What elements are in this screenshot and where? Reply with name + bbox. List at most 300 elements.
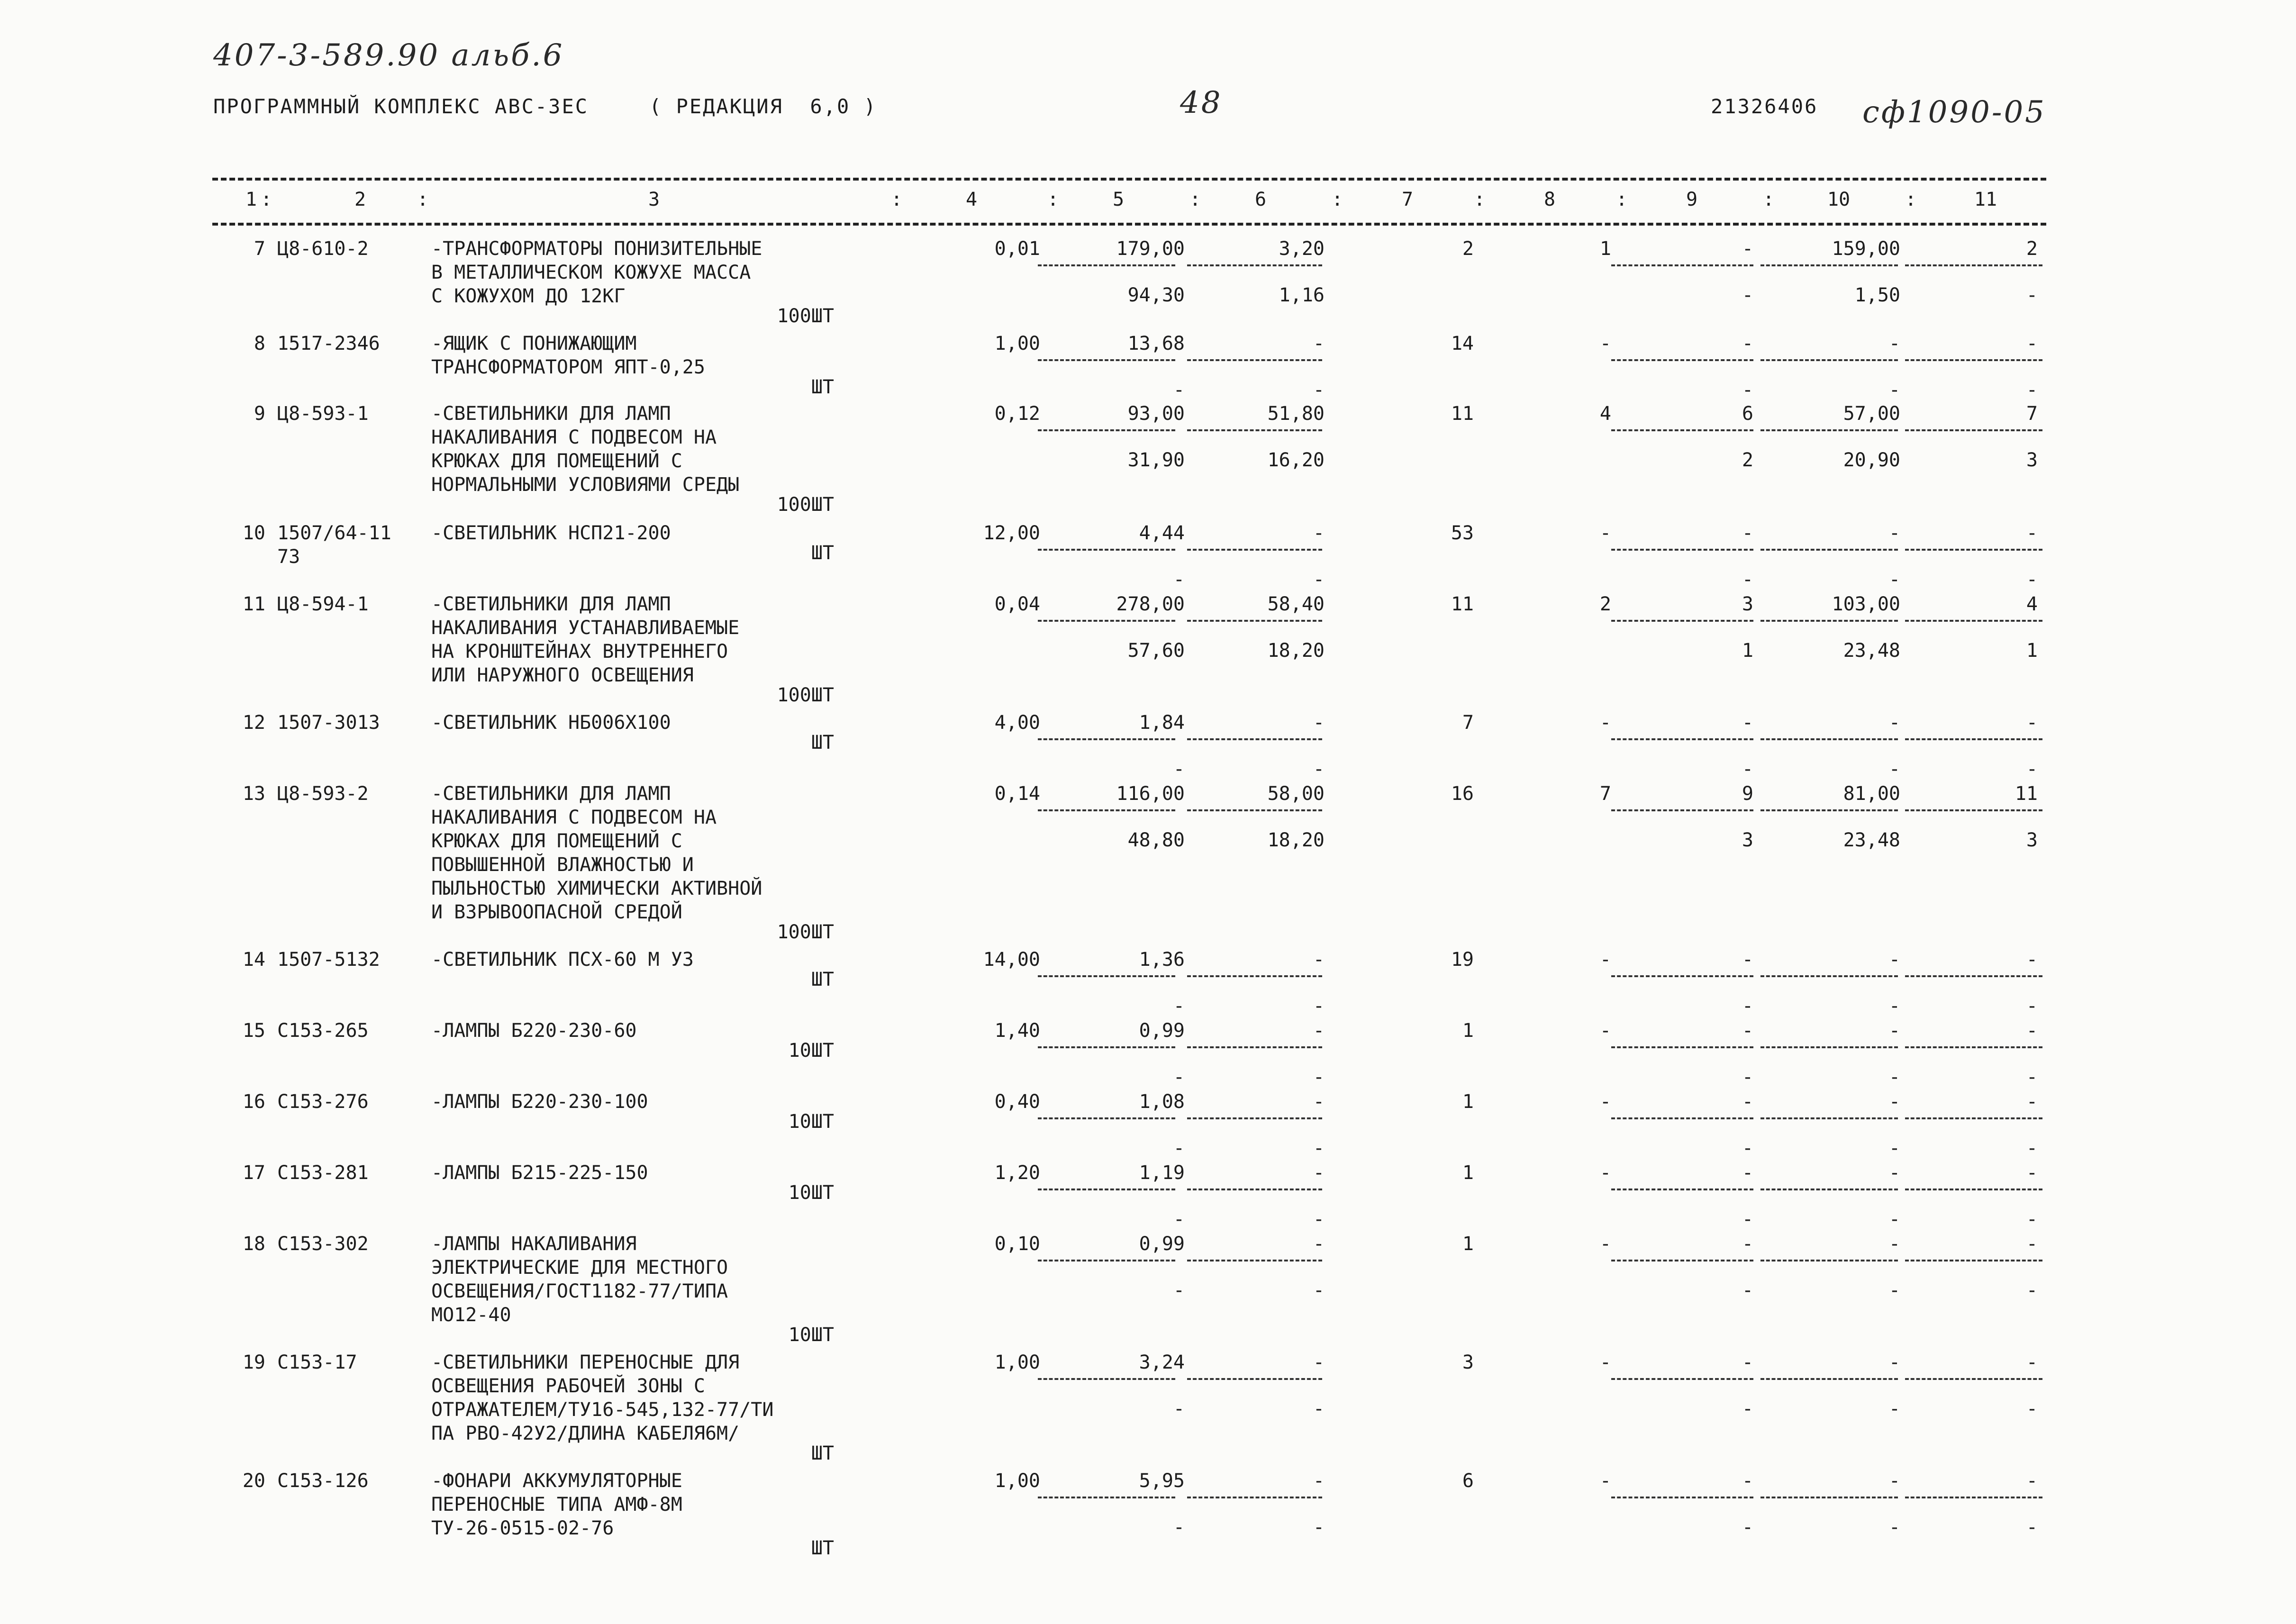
row-col5: 0,99 (1139, 1233, 1185, 1255)
dashed-underline (1905, 1260, 2042, 1261)
dashed-underline (1761, 1189, 1898, 1190)
row-col10: - (1888, 333, 1900, 354)
dashed-underline (1611, 1378, 1753, 1380)
row-col8: - (1599, 522, 1611, 544)
row-col11-second: - (2026, 1208, 2038, 1230)
row-col10-second: 23,48 (1843, 640, 1900, 662)
row-number: 8 (254, 333, 265, 354)
row-unit: 100ШТ (777, 921, 834, 943)
column-number-6: 6 (1254, 189, 1267, 210)
dashed-underline (1187, 1378, 1322, 1380)
row-col5: 3,24 (1139, 1352, 1185, 1373)
row-quantity: 0,01 (994, 238, 1040, 260)
row-col8: - (1599, 1162, 1611, 1184)
dashed-underline (1761, 975, 1898, 977)
row-col5: 4,44 (1139, 522, 1185, 544)
row-col5-second: - (1173, 1137, 1185, 1159)
dashed-underline (1761, 359, 1898, 361)
row-description-line: И ВЗРЫВООПАСНОЙ СРЕДОЙ (431, 901, 682, 923)
row-col6: - (1313, 333, 1325, 354)
row-col9-second: 2 (1742, 449, 1753, 471)
column-number-8: 8 (1543, 189, 1556, 210)
dashed-underline (1905, 429, 2042, 431)
row-description-line: -ЯЩИК С ПОНИЖАЮЩИМ (431, 333, 637, 354)
row-col10: - (1888, 712, 1900, 734)
table-header-rule (212, 223, 2046, 226)
row-unit: 10ШТ (788, 1324, 834, 1346)
row-col5: 13,68 (1127, 333, 1185, 354)
row-number: 20 (242, 1470, 265, 1492)
row-col7: 2 (1462, 238, 1474, 260)
row-description-line: -ЛАМПЫ НАКАЛИВАНИЯ (431, 1233, 637, 1255)
row-number: 13 (242, 783, 265, 805)
row-col7: 3 (1462, 1352, 1474, 1373)
row-col11-second: 3 (2026, 449, 2038, 471)
row-number: 16 (242, 1091, 265, 1113)
row-col5: 1,08 (1139, 1091, 1185, 1113)
dashed-underline (1611, 359, 1753, 361)
row-col9-second: - (1742, 1516, 1753, 1538)
row-col11-second: - (2026, 1398, 2038, 1420)
row-number: 7 (254, 238, 265, 260)
row-code: 1507-5132 (277, 949, 380, 971)
dashed-underline (1187, 1046, 1322, 1048)
row-code: 1507/64-11 (277, 522, 391, 544)
dashed-underline (1761, 1497, 1898, 1498)
row-col9-second: 1 (1742, 640, 1753, 662)
row-col6-second: - (1313, 758, 1325, 780)
row-col6: 58,40 (1267, 593, 1325, 615)
row-quantity: 1,20 (994, 1162, 1040, 1184)
row-col9-second: - (1742, 1137, 1753, 1159)
row-col7: 1 (1462, 1233, 1474, 1255)
row-unit: 10ШТ (788, 1040, 834, 1061)
row-col7: 53 (1451, 522, 1474, 544)
dashed-underline (1761, 1378, 1898, 1380)
row-description-line: ИЛИ НАРУЖНОГО ОСВЕЩЕНИЯ (431, 664, 694, 686)
dashed-underline (1905, 738, 2042, 740)
dashed-underline (1611, 1260, 1753, 1261)
row-col8: 7 (1599, 783, 1611, 805)
row-col11: 7 (2026, 403, 2038, 425)
row-col7: 16 (1451, 783, 1474, 805)
row-col6-second: - (1313, 569, 1325, 590)
row-description-line: ПЕРЕНОСНЫЕ ТИПА АМФ-8М (431, 1494, 682, 1515)
row-description-line: -ЛАМПЫ Б220-230-60 (431, 1020, 637, 1042)
row-col8: - (1599, 1091, 1611, 1113)
row-col11: - (2026, 522, 2038, 544)
row-col8: - (1599, 1233, 1611, 1255)
row-code: С153-17 (277, 1352, 357, 1373)
row-number: 10 (242, 522, 265, 544)
row-description-line: -ТРАНСФОРМАТОРЫ ПОНИЗИТЕЛЬНЫЕ (431, 238, 762, 260)
row-code: 1507-3013 (277, 712, 380, 734)
row-col5: 0,99 (1139, 1020, 1185, 1042)
row-col10-second: 1,50 (1854, 284, 1900, 306)
column-number-11: 11 (1974, 189, 1997, 210)
row-col6: - (1313, 1470, 1325, 1492)
row-code: С153-265 (277, 1020, 369, 1042)
row-col6: - (1313, 1091, 1325, 1113)
row-col5-second: 94,30 (1127, 284, 1185, 306)
dashed-underline (1761, 738, 1898, 740)
row-code: С153-126 (277, 1470, 369, 1492)
row-col10: 159,00 (1832, 238, 1900, 260)
column-separator: : (1905, 189, 1917, 210)
row-description-line: ЭЛЕКТРИЧЕСКИЕ ДЛЯ МЕСТНОГО (431, 1257, 728, 1279)
column-separator: : (261, 189, 272, 210)
row-col11-second: - (2026, 1066, 2038, 1088)
row-quantity: 0,12 (994, 403, 1040, 425)
row-col10-second: - (1888, 1137, 1900, 1159)
row-col9-second: - (1742, 758, 1753, 780)
row-col8: - (1599, 949, 1611, 971)
row-col6-second: - (1313, 995, 1325, 1017)
dashed-underline (1905, 975, 2042, 977)
dashed-underline (1611, 1117, 1753, 1119)
dashed-underline (1187, 264, 1322, 266)
row-col6-second: - (1313, 1066, 1325, 1088)
row-col5-second: - (1173, 1279, 1185, 1301)
row-col11-second: 3 (2026, 829, 2038, 851)
row-description-line: ПА РВО-42У2/ДЛИНА КАБЕЛЯ6М/ (431, 1423, 740, 1444)
row-description-line: НОРМАЛЬНЫМИ УСЛОВИЯМИ СРЕДЫ (431, 474, 740, 496)
dashed-underline (1761, 264, 1898, 266)
row-description-line: -СВЕТИЛЬНИК НБ006Х100 (431, 712, 671, 734)
row-description-line: НАКАЛИВАНИЯ УСТАНАВЛИВАЕМЫЕ (431, 617, 740, 639)
row-col10: - (1888, 1162, 1900, 1184)
row-col5-second: - (1173, 1066, 1185, 1088)
row-col7: 14 (1451, 333, 1474, 354)
row-col9-second: - (1742, 995, 1753, 1017)
column-separator: : (1616, 189, 1628, 210)
dashed-underline (1038, 1260, 1175, 1261)
row-col6-second: - (1313, 1208, 1325, 1230)
row-col6-second: - (1313, 1137, 1325, 1159)
row-col10: - (1888, 1470, 1900, 1492)
row-col8: - (1599, 1352, 1611, 1373)
dashed-underline (1187, 549, 1322, 551)
row-description-line: -СВЕТИЛЬНИКИ ДЛЯ ЛАМП (431, 783, 671, 805)
row-col11-second: - (2026, 995, 2038, 1017)
row-col6: - (1313, 522, 1325, 544)
dashed-underline (1905, 620, 2042, 622)
document-code: 21326406 (1711, 95, 1818, 118)
row-quantity: 0,04 (994, 593, 1040, 615)
column-separator: : (417, 189, 429, 210)
row-description-line: -СВЕТИЛЬНИКИ ПЕРЕНОСНЫЕ ДЛЯ (431, 1352, 740, 1373)
row-number: 19 (242, 1352, 265, 1373)
row-col10: - (1888, 1020, 1900, 1042)
row-col5-second: - (1173, 569, 1185, 590)
row-col10-second: 20,90 (1843, 449, 1900, 471)
row-unit: 100ШТ (777, 494, 834, 516)
row-col11: - (2026, 333, 2038, 354)
row-description-line: -СВЕТИЛЬНИКИ ДЛЯ ЛАМП (431, 403, 671, 425)
row-col5-second: 31,90 (1127, 449, 1185, 471)
row-description-line: -СВЕТИЛЬНИК НСП21-200 (431, 522, 671, 544)
row-col8: 4 (1599, 403, 1611, 425)
column-number-9: 9 (1686, 189, 1698, 210)
row-col11: - (2026, 1470, 2038, 1492)
row-quantity: 1,00 (994, 333, 1040, 354)
dashed-underline (1905, 1046, 2042, 1048)
row-code: 1517-2346 (277, 333, 380, 354)
dashed-underline (1038, 1378, 1175, 1380)
row-col11: 4 (2026, 593, 2038, 615)
row-number: 11 (242, 593, 265, 615)
dashed-underline (1905, 1497, 2042, 1498)
row-col5-second: 57,60 (1127, 640, 1185, 662)
row-description-line: НАКАЛИВАНИЯ С ПОДВЕСОМ НА (431, 426, 717, 448)
dashed-underline (1905, 809, 2042, 811)
dashed-underline (1187, 429, 1322, 431)
row-col9: - (1742, 949, 1753, 971)
dashed-underline (1187, 359, 1322, 361)
row-quantity: 1,00 (994, 1470, 1040, 1492)
row-col10-second: - (1888, 1516, 1900, 1538)
dashed-underline (1905, 1189, 2042, 1190)
row-description-line: КРЮКАХ ДЛЯ ПОМЕЩЕНИЙ С (431, 830, 682, 852)
row-unit: 10ШТ (788, 1182, 834, 1204)
row-col11: - (2026, 1233, 2038, 1255)
row-col6: - (1313, 949, 1325, 971)
column-number-5: 5 (1112, 189, 1125, 210)
dashed-underline (1761, 549, 1898, 551)
row-col9: - (1742, 712, 1753, 734)
row-number: 18 (242, 1233, 265, 1255)
row-quantity: 0,14 (994, 783, 1040, 805)
row-col9-second: - (1742, 284, 1753, 306)
row-col5-second: - (1173, 1516, 1185, 1538)
dashed-underline (1761, 429, 1898, 431)
program-title: ПРОГРАММНЫЙ КОМПЛЕКС АВС-3ЕС (213, 95, 589, 118)
dashed-underline (1761, 1046, 1898, 1048)
row-col7: 6 (1462, 1470, 1474, 1492)
row-quantity: 0,10 (994, 1233, 1040, 1255)
row-col9: 6 (1742, 403, 1753, 425)
row-col6: - (1313, 1233, 1325, 1255)
dashed-underline (1038, 738, 1175, 740)
dashed-underline (1905, 1117, 2042, 1119)
row-col5-second: - (1173, 1398, 1185, 1420)
dashed-underline (1038, 809, 1175, 811)
row-col6-second: 18,20 (1267, 640, 1325, 662)
row-col9-second: 3 (1742, 829, 1753, 851)
row-unit: 100ШТ (777, 684, 834, 706)
row-col10: - (1888, 1091, 1900, 1113)
row-col10-second: - (1888, 379, 1900, 401)
row-col10-second: - (1888, 1208, 1900, 1230)
row-col11: 2 (2026, 238, 2038, 260)
row-code: С153-281 (277, 1162, 369, 1184)
dashed-underline (1611, 1046, 1753, 1048)
row-col9-second: - (1742, 1279, 1753, 1301)
column-separator: : (891, 189, 903, 210)
dashed-underline (1905, 359, 2042, 361)
row-quantity: 4,00 (994, 712, 1040, 734)
row-description-line: В МЕТАЛЛИЧЕСКОМ КОЖУХЕ МАССА (431, 262, 751, 283)
program-edition: ( РЕДАКЦИЯ 6,0 ) (649, 95, 877, 118)
dashed-underline (1905, 1378, 2042, 1380)
dashed-underline (1905, 549, 2042, 551)
column-separator: : (1047, 189, 1059, 210)
row-col7: 19 (1451, 949, 1474, 971)
dashed-underline (1038, 1497, 1175, 1498)
dashed-underline (1761, 809, 1898, 811)
dashed-underline (1187, 738, 1322, 740)
row-col9: - (1742, 522, 1753, 544)
row-description-line: ПОВЫШЕННОЙ ВЛАЖНОСТЬЮ И (431, 854, 694, 876)
row-code-continuation: 73 (277, 546, 300, 568)
row-quantity: 12,00 (983, 522, 1040, 544)
dashed-underline (1761, 1117, 1898, 1119)
row-description-line: ТРАНСФОРМАТОРОМ ЯПТ-0,25 (431, 356, 705, 378)
row-col10: - (1888, 949, 1900, 971)
row-col5-second: 48,80 (1127, 829, 1185, 851)
handwritten-page-number: 48 (1180, 85, 1223, 120)
row-col11-second: - (2026, 1279, 2038, 1301)
row-col9-second: - (1742, 569, 1753, 590)
row-code: Ц8-594-1 (277, 593, 369, 615)
row-col10: 81,00 (1843, 783, 1900, 805)
row-col5: 278,00 (1116, 593, 1185, 615)
dashed-underline (1038, 549, 1175, 551)
row-description-line: -ЛАМПЫ Б220-230-100 (431, 1091, 648, 1113)
row-col5-second: - (1173, 379, 1185, 401)
dashed-underline (1611, 809, 1753, 811)
row-col10-second: - (1888, 569, 1900, 590)
row-col7: 1 (1462, 1020, 1474, 1042)
row-description-line: НА КРОНШТЕЙНАХ ВНУТРЕННЕГО (431, 641, 728, 662)
dashed-underline (1611, 1189, 1753, 1190)
row-description-line: ПЫЛЬНОСТЬЮ ХИМИЧЕСКИ АКТИВНОЙ (431, 878, 762, 899)
dashed-underline (1187, 1497, 1322, 1498)
row-col5-second: - (1173, 1208, 1185, 1230)
row-description-line: ОСВЕЩЕНИЯ/ГОСТ1182-77/ТИПА (431, 1280, 728, 1302)
dashed-underline (1038, 1046, 1175, 1048)
column-number-3: 3 (648, 189, 660, 210)
row-col9: - (1742, 1352, 1753, 1373)
row-col7: 1 (1462, 1162, 1474, 1184)
dashed-underline (1038, 975, 1175, 977)
dashed-underline (1038, 429, 1175, 431)
dashed-underline (1611, 264, 1753, 266)
row-col7: 11 (1451, 593, 1474, 615)
row-unit: ШТ (811, 969, 834, 990)
handwritten-right-ref: сф1090-05 (1862, 95, 2046, 130)
row-col10-second: - (1888, 995, 1900, 1017)
row-unit: 100ШТ (777, 305, 834, 327)
row-number: 14 (242, 949, 265, 971)
dashed-underline (1187, 1260, 1322, 1261)
row-col6-second: - (1313, 1516, 1325, 1538)
row-col8: 2 (1599, 593, 1611, 615)
dashed-underline (1611, 429, 1753, 431)
dashed-underline (1905, 264, 2042, 266)
row-unit: ШТ (811, 1443, 834, 1464)
column-number-1: 1 (245, 189, 257, 210)
row-col11-second: - (2026, 379, 2038, 401)
dashed-underline (1611, 975, 1753, 977)
row-number: 15 (242, 1020, 265, 1042)
dashed-underline (1038, 359, 1175, 361)
row-unit: ШТ (811, 732, 834, 753)
row-col7: 7 (1462, 712, 1474, 734)
row-unit: ШТ (811, 542, 834, 564)
dashed-underline (1611, 549, 1753, 551)
row-col5-second: - (1173, 758, 1185, 780)
row-code: Ц8-593-1 (277, 403, 369, 425)
row-description-line: МО12-40 (431, 1304, 511, 1326)
row-col11: - (2026, 949, 2038, 971)
dashed-underline (1038, 620, 1175, 622)
row-col11-second: - (2026, 758, 2038, 780)
row-description-line: НАКАЛИВАНИЯ С ПОДВЕСОМ НА (431, 807, 717, 828)
row-col8: - (1599, 712, 1611, 734)
row-description-line: -ФОНАРИ АККУМУЛЯТОРНЫЕ (431, 1470, 682, 1492)
row-unit: ШТ (811, 376, 834, 398)
row-description-line: -СВЕТИЛЬНИКИ ДЛЯ ЛАМП (431, 593, 671, 615)
column-number-10: 10 (1827, 189, 1851, 210)
row-description-line: С КОЖУХОМ ДО 12КГ (431, 285, 626, 307)
row-col6: - (1313, 1352, 1325, 1373)
row-unit: ШТ (811, 1537, 834, 1559)
row-description-line: ОТРАЖАТЕЛЕМ/ТУ16-545,132-77/ТИ (431, 1399, 774, 1421)
row-col9-second: - (1742, 1066, 1753, 1088)
dashed-underline (1038, 264, 1175, 266)
row-col9: - (1742, 238, 1753, 260)
row-col7: 11 (1451, 403, 1474, 425)
row-col6: - (1313, 1162, 1325, 1184)
row-number: 12 (242, 712, 265, 734)
row-col10: - (1888, 1352, 1900, 1373)
row-col5: 179,00 (1116, 238, 1185, 260)
dashed-underline (1187, 620, 1322, 622)
row-col11: - (2026, 1352, 2038, 1373)
row-col5: 1,19 (1139, 1162, 1185, 1184)
row-col10-second: - (1888, 1066, 1900, 1088)
row-code: С153-302 (277, 1233, 369, 1255)
column-separator: : (1763, 189, 1775, 210)
dashed-underline (1611, 620, 1753, 622)
row-col11-second: - (2026, 1137, 2038, 1159)
row-col9: - (1742, 1233, 1753, 1255)
column-separator: : (1474, 189, 1486, 210)
row-col8: 1 (1599, 238, 1611, 260)
row-col6-second: 16,20 (1267, 449, 1325, 471)
row-col10-second: - (1888, 758, 1900, 780)
row-number: 17 (242, 1162, 265, 1184)
row-unit: 10ШТ (788, 1111, 834, 1133)
row-col5: 5,95 (1139, 1470, 1185, 1492)
dashed-underline (1187, 975, 1322, 977)
row-col6: - (1313, 712, 1325, 734)
row-quantity: 1,00 (994, 1352, 1040, 1373)
row-col6-second: 1,16 (1279, 284, 1325, 306)
row-col8: - (1599, 1020, 1611, 1042)
row-col9: 3 (1742, 593, 1753, 615)
row-col11: - (2026, 712, 2038, 734)
row-description-line: ОСВЕЩЕНИЯ РАБОЧЕЙ ЗОНЫ С (431, 1375, 705, 1397)
dashed-underline (1187, 1189, 1322, 1190)
dashed-underline (1761, 1260, 1898, 1261)
row-col7: 1 (1462, 1091, 1474, 1113)
row-quantity: 14,00 (983, 949, 1040, 971)
dashed-underline (1187, 1117, 1322, 1119)
row-code: С153-276 (277, 1091, 369, 1113)
row-col11-second: - (2026, 284, 2038, 306)
